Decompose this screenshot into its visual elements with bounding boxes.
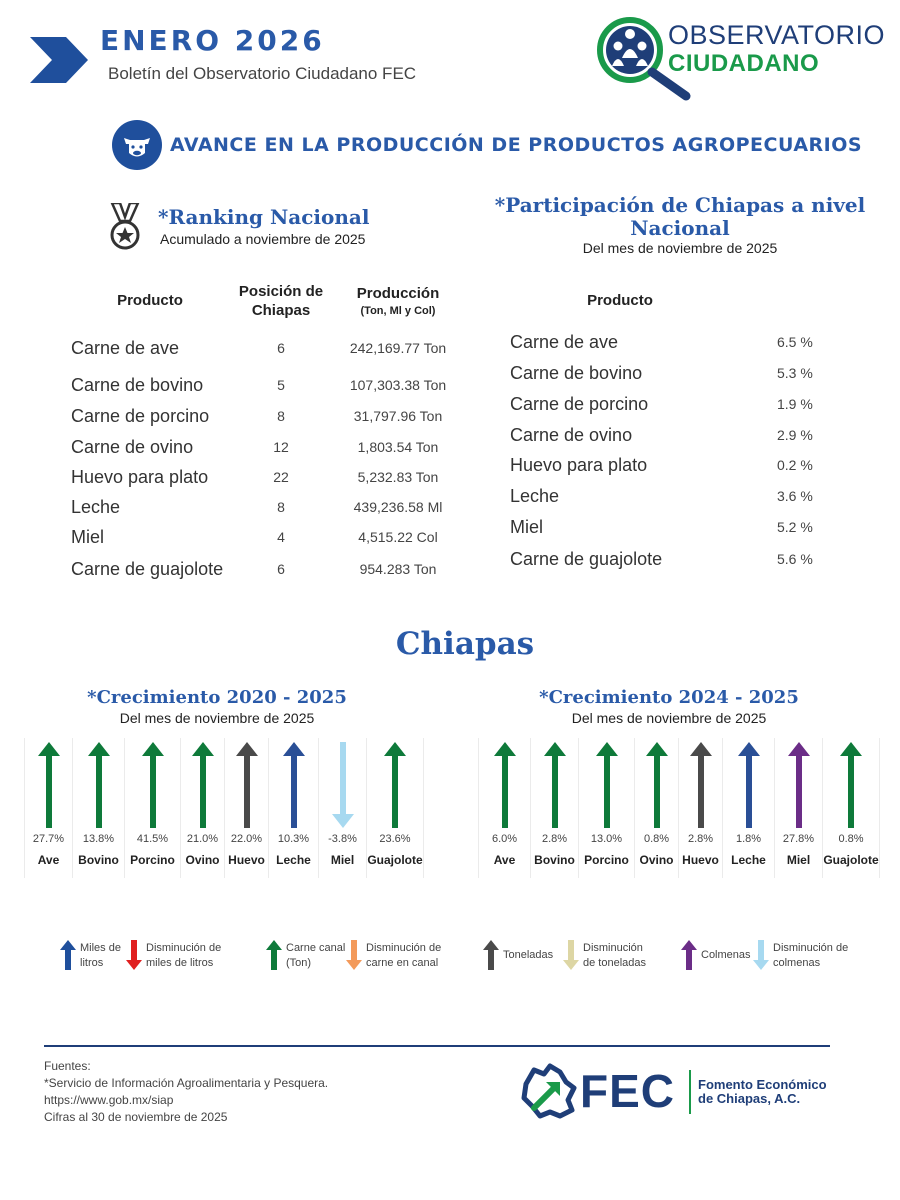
growth-label: Bovino	[78, 853, 119, 867]
bulletin-month: ENERO 2026	[100, 24, 325, 57]
growth-item	[822, 738, 880, 878]
arrow-down-icon	[753, 940, 769, 970]
arrow-up-icon	[142, 742, 164, 830]
legend-item	[753, 940, 849, 974]
participation-title: *Participación de Chiapas a nivel Nacional	[494, 193, 866, 240]
growth-label: Leche	[731, 853, 766, 867]
ranking-position: 12	[273, 439, 289, 455]
participation-share: 1.9 %	[777, 396, 813, 412]
arrow-down-icon	[332, 742, 354, 830]
growth-item	[678, 738, 722, 878]
growth-item	[366, 738, 424, 878]
growth-value: 13.0%	[590, 833, 623, 845]
ranking-header-product: Producto	[117, 292, 183, 309]
growth-label: Leche	[276, 853, 311, 867]
participation-share: 5.6 %	[777, 551, 813, 567]
ranking-product: Leche	[71, 497, 121, 517]
growth-item	[72, 738, 124, 878]
chevron-right-icon	[30, 37, 88, 83]
growth-label: Ovino	[185, 853, 220, 867]
bulletin-subtitle: Boletín del Observatorio Ciudadano FEC	[108, 64, 417, 83]
growth-value: 13.8%	[82, 833, 115, 845]
growth-value: 27.8%	[782, 833, 815, 845]
arrow-up-icon	[384, 742, 406, 830]
growth-label: Guajolote	[823, 853, 879, 867]
fec-name-line2: de Chiapas, A.C.	[698, 1091, 801, 1106]
legend-text: Colmenas	[701, 949, 751, 961]
growth-label: Porcino	[584, 853, 629, 867]
growth-value: 6.0%	[491, 833, 518, 845]
growth-item	[578, 738, 634, 878]
legend-text: Disminución de toneladas	[583, 942, 646, 969]
ranking-production: 954.283 Ton	[359, 561, 437, 577]
ranking-product: Carne de guajolote	[71, 559, 224, 579]
fec-name	[698, 1078, 827, 1106]
ranking-position: 8	[277, 408, 285, 424]
legend-item	[563, 940, 663, 974]
growth-value: 41.5%	[136, 833, 169, 845]
ranking-product: Miel	[71, 527, 105, 547]
ranking-product: Carne de ovino	[71, 437, 194, 457]
ranking-position: 22	[273, 469, 289, 485]
ranking-position: 5	[277, 377, 285, 393]
ranking-position: 6	[277, 561, 285, 577]
growth-item	[268, 738, 318, 878]
growth-value: -3.8%	[328, 833, 357, 845]
arrow-up-icon	[596, 742, 618, 830]
chiapas-map-icon	[520, 1062, 578, 1120]
growth-value: 1.8%	[735, 833, 762, 845]
production-header-label: Producción	[356, 285, 440, 302]
growth-2020-subtitle: Del mes de noviembre de 2025	[119, 710, 315, 726]
growth-label: Bovino	[534, 853, 575, 867]
growth-value: 0.8%	[643, 833, 670, 845]
legend-text: Toneladas	[503, 949, 554, 961]
observatorio-logo	[592, 12, 886, 102]
arrow-up-icon	[38, 742, 60, 830]
arrow-up-icon	[738, 742, 760, 830]
ranking-production: 1,803.54 Ton	[357, 439, 439, 455]
legend-item	[346, 940, 456, 974]
participation-header-product: Producto	[587, 292, 653, 309]
logo-line2: CIUDADANO	[668, 50, 820, 77]
arrow-up-icon	[646, 742, 668, 830]
growth-value: 22.0%	[230, 833, 263, 845]
participation-share: 6.5 %	[777, 334, 813, 350]
growth-item	[224, 738, 268, 878]
ranking-subtitle: Acumulado a noviembre de 2025	[160, 231, 366, 247]
participation-share: 5.3 %	[777, 365, 813, 381]
participation-product: Carne de ave	[510, 332, 619, 352]
participation-product: Carne de guajolote	[510, 549, 663, 569]
ranking-product: Carne de ave	[71, 338, 180, 358]
growth-item	[634, 738, 678, 878]
growth-item	[318, 738, 366, 878]
legend-text: Carne canal (Ton)	[286, 942, 346, 969]
participation-product: Leche	[510, 486, 560, 506]
sources-date: Cifras al 30 de noviembre de 2025	[44, 1110, 228, 1124]
arrow-up-icon	[544, 742, 566, 830]
fec-divider	[689, 1070, 691, 1114]
growth-label: Ovino	[639, 853, 674, 867]
arrow-down-icon	[346, 940, 362, 970]
sources-block	[44, 1058, 328, 1126]
participation-share: 2.9 %	[777, 427, 813, 443]
participation-share: 0.2 %	[777, 457, 813, 473]
logo-line1: OBSERVATORIO	[668, 20, 886, 50]
growth-item	[180, 738, 224, 878]
ranking-product: Carne de bovino	[71, 375, 204, 395]
participation-product: Huevo para plato	[510, 455, 648, 475]
legend-item	[483, 940, 563, 974]
arrow-up-icon	[840, 742, 862, 830]
legend-item	[60, 940, 130, 974]
growth-item	[478, 738, 530, 878]
sources-line: *Servicio de Información Agroalimentaria y Pesquera.	[44, 1076, 329, 1090]
arrow-up-icon	[60, 940, 76, 970]
arrow-down-icon	[563, 940, 579, 970]
growth-value: 27.7%	[32, 833, 65, 845]
chiapas-heading: Chiapas	[395, 626, 535, 662]
legend-item	[681, 940, 761, 974]
ranking-header-position: Posición de Chiapas	[238, 283, 324, 319]
growth-2020-title: *Crecimiento 2020 - 2025	[87, 687, 347, 708]
sources-label: Fuentes:	[44, 1059, 91, 1073]
participation-share: 5.2 %	[777, 519, 813, 535]
growth-label: Ave	[37, 853, 60, 867]
growth-item	[774, 738, 822, 878]
growth-item	[124, 738, 180, 878]
growth-item	[24, 738, 72, 878]
participation-product: Miel	[510, 517, 544, 537]
ranking-product: Carne de porcino	[71, 406, 210, 426]
growth-2024-subtitle: Del mes de noviembre de 2025	[571, 710, 767, 726]
legend-item	[126, 940, 236, 974]
ranking-production: 4,515.22 Col	[358, 529, 438, 545]
fec-acronym: FEC	[580, 1065, 675, 1117]
legend-text: Miles de litros	[80, 942, 121, 969]
ranking-position: 6	[277, 340, 285, 356]
growth-label: Porcino	[130, 853, 175, 867]
arrow-down-icon	[126, 940, 142, 970]
ranking-production: 242,169.77 Ton	[349, 340, 447, 356]
sources-url[interactable]: https://www.gob.mx/siap	[44, 1093, 174, 1107]
arrow-up-icon	[483, 940, 499, 970]
growth-value: 21.0%	[186, 833, 219, 845]
fec-name-line1: Fomento Económico	[698, 1077, 827, 1092]
growth-value: 2.8%	[541, 833, 568, 845]
growth-label: Guajolote	[367, 853, 423, 867]
participation-product: Carne de bovino	[510, 363, 643, 383]
growth-item	[722, 738, 774, 878]
growth-value: 10.3%	[277, 833, 310, 845]
ranking-position: 4	[277, 529, 285, 545]
cow-icon	[112, 120, 162, 170]
arrow-up-icon	[236, 742, 258, 830]
production-units-label: (Ton, Ml y Col)	[360, 305, 436, 317]
ranking-title: *Ranking Nacional	[158, 205, 370, 229]
ranking-position: 8	[277, 499, 285, 515]
growth-label: Ave	[493, 853, 516, 867]
arrow-up-icon	[192, 742, 214, 830]
medal-icon	[108, 203, 142, 251]
arrow-up-icon	[283, 742, 305, 830]
arrow-up-icon	[788, 742, 810, 830]
growth-label: Miel	[786, 853, 811, 867]
legend-text: Disminución de carne en canal	[366, 942, 442, 969]
growth-label: Huevo	[682, 853, 719, 867]
section-title: AVANCE EN LA PRODUCCIÓN DE PRODUCTOS AGROPECUARIOS	[170, 134, 863, 156]
participation-share: 3.6 %	[777, 488, 813, 504]
ranking-production: 439,236.58 Ml	[353, 499, 443, 515]
ranking-production: 107,303.38 Ton	[349, 377, 447, 393]
legend-text: Disminución de miles de litros	[146, 942, 222, 969]
arrow-up-icon	[88, 742, 110, 830]
fec-logo	[520, 1062, 840, 1122]
arrow-up-icon	[681, 940, 697, 970]
arrow-up-icon	[494, 742, 516, 830]
growth-2024-title: *Crecimiento 2024 - 2025	[539, 687, 799, 708]
participation-subtitle: Del mes de noviembre de 2025	[582, 240, 778, 256]
ranking-production: 5,232.83 Ton	[357, 469, 439, 485]
ranking-header-production	[340, 285, 456, 317]
footer-divider	[44, 1045, 830, 1047]
growth-item	[530, 738, 578, 878]
growth-value: 23.6%	[379, 833, 411, 845]
growth-label: Huevo	[228, 853, 265, 867]
growth-label: Miel	[330, 853, 355, 867]
ranking-product: Huevo para plato	[71, 467, 209, 487]
legend-text: Disminución de colmenas	[773, 942, 849, 969]
participation-product: Carne de porcino	[510, 394, 649, 414]
participation-product: Carne de ovino	[510, 425, 633, 445]
ranking-production: 31,797.96 Ton	[353, 408, 443, 424]
arrow-up-icon	[266, 940, 282, 970]
growth-value: 2.8%	[687, 833, 714, 845]
legend-item	[266, 940, 346, 974]
growth-value: 0.8%	[838, 833, 864, 845]
arrow-up-icon	[690, 742, 712, 830]
